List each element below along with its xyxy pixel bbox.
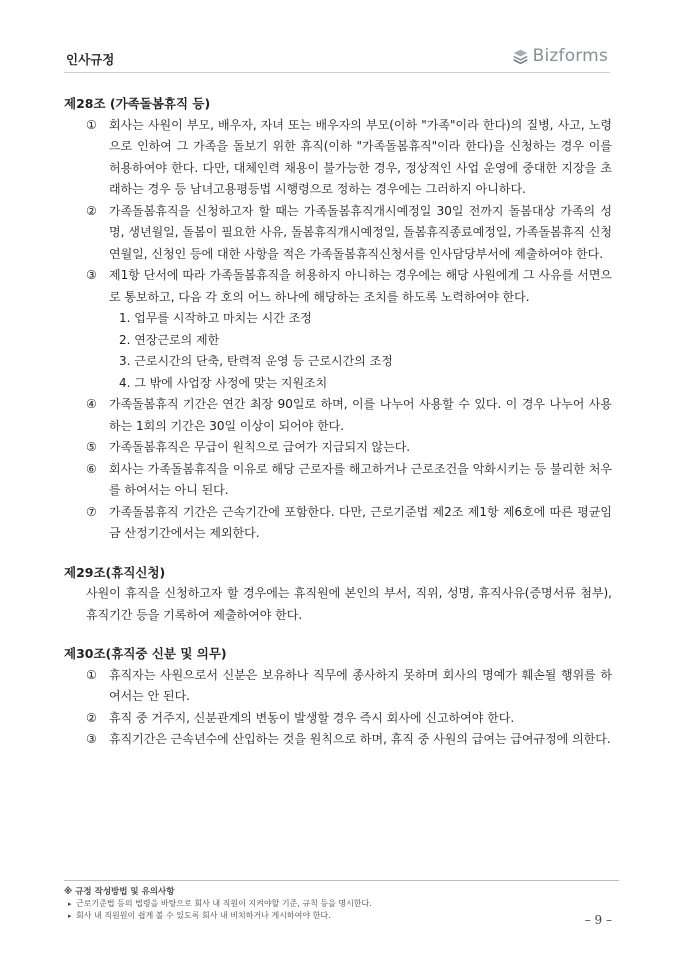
- page-header-title: 인사규정: [66, 52, 115, 67]
- clause-number: ⑦: [86, 504, 97, 519]
- page-number: – 9 –: [584, 913, 612, 927]
- sub-item: 1. 업무를 시작하고 마치는 시간 조정: [119, 311, 312, 325]
- clause-text: 회사는 가족돌봄휴직을 이유로 해당 근로자를 해고하거나 근로조건을 악화시키는 등 불리한 처우를 하여서는 아니 된다.: [109, 461, 612, 497]
- clause-number: ①: [86, 667, 97, 682]
- clause-number: ④: [86, 397, 97, 411]
- triangle-right-icon: ▸: [68, 900, 72, 908]
- clause-number: ①: [86, 117, 97, 132]
- bizforms-logo: [512, 46, 608, 66]
- clause-number: ⑥: [86, 461, 97, 476]
- clause: [64, 437, 612, 459]
- clause: [64, 115, 612, 201]
- clause-text: 제1항 단서에 따라 가족돌봄휴직을 허용하지 아니하는 경우에는 해당 사원에게 그 사유를 서면으로 통보하고, 다음 각 호의 어느 하나에 해당하는 조치를 하도록 노력하여야 한다.: [109, 268, 612, 304]
- clause: [64, 201, 612, 266]
- clause-text: 가족돌봄휴직 기간은 연간 최장 90일로 하며, 이를 나누어 사용할 수 있다. 이 경우 나누어 사용하는 1회의 기간은 30일 이상이 되어야 한다.: [109, 397, 612, 433]
- notes-title: ※ 규정 작성방법 및 유의사항: [64, 887, 175, 897]
- clause: [64, 394, 612, 437]
- footer-notes: [64, 880, 619, 922]
- article-28: [64, 93, 612, 545]
- article-title: 제29조(휴직신청): [64, 564, 166, 580]
- sub-item: 3. 근로시간의 단축, 탄력적 운영 등 근로시간의 조정: [119, 354, 393, 368]
- clause-text: 회사는 사원이 부모, 배우자, 자녀 또는 배우자의 부모(이하 "가족"이라 한다)의 질병, 사고, 노령으로 인하여 그 가족을 돌보기 위한 휴직(이하 "가족돌봄휴직"이라 한다)을 신청하는 경우 이를 허용하여야 한다. 다만, 대체인력 채용이 불가능한 경우, 정상적인 사업 운영에 중대한 지장을 초래하는 경우 등 남녀고용평등법 시행령으로 정하는 경우에는 그러하지 아니하다.: [109, 117, 612, 196]
- clause: [64, 502, 612, 545]
- clause: [64, 708, 612, 730]
- triangle-right-icon: ▸: [68, 912, 72, 920]
- article-paragraph: 사원이 휴직을 신청하고자 할 경우에는 휴직원에 본인의 부서, 직위, 성명, 휴직사유(증명서류 첨부), 휴직기간 등을 기록하여 제출하여야 한다.: [86, 586, 612, 622]
- clause: [64, 729, 612, 751]
- sub-item: 2. 연장근로의 제한: [119, 332, 220, 347]
- clause-text: 가족돌봄휴직 기간은 근속기간에 포함한다. 다만, 근로기준법 제2조 제1항 제6호에 따른 평균임금 산정기간에서는 제외한다.: [109, 504, 612, 540]
- clause-number: ②: [86, 710, 97, 725]
- clause-number: ③: [86, 732, 97, 746]
- clause-number: ⑤: [86, 440, 97, 454]
- clause-number: ③: [86, 268, 97, 282]
- note-text: 회사 내 직원원이 쉽게 볼 수 있도록 회사 내 비치하거나 게시하여야 한다.: [76, 911, 331, 920]
- note-item: [64, 910, 619, 922]
- clause: [64, 459, 612, 502]
- article-30: [64, 643, 612, 751]
- stacked-layers-icon: [512, 48, 529, 65]
- document-body: [64, 93, 612, 768]
- clause-text: 가족돌봄휴직을 신청하고자 할 때는 가족돌봄휴직개시예정일 30일 전까지 돌봄대상 가족의 성명, 생년월일, 돌봄이 필요한 사유, 돌봄휴직개시예정일, 돌봄휴직종료예정일, 가족돌봄휴직 신청연월일, 신청인 등에 대한 사항을 적은 가족돌봄휴직신청서를 인사담당부서에 제출하여야 한다.: [109, 203, 612, 261]
- article-29: [64, 562, 612, 627]
- note-item: [64, 898, 619, 910]
- header-divider: [64, 72, 610, 73]
- clause-text: 휴직기간은 근속년수에 산입하는 것을 원칙으로 하며, 휴직 중 사원의 급여는 급여규정에 의한다.: [109, 732, 611, 746]
- sub-item: 4. 그 밖에 사업장 사정에 맞는 지원조치: [119, 375, 328, 390]
- clause-number: ②: [86, 203, 97, 218]
- article-title: 제30조(휴직중 신분 및 의무): [64, 646, 227, 661]
- clause: [64, 665, 612, 708]
- logo-text: Bizforms: [532, 46, 608, 66]
- clause-text: 가족돌봄휴직은 무급이 원칙으로 급여가 지급되지 않는다.: [109, 440, 411, 454]
- clause: [64, 265, 612, 308]
- clause-text: 휴직 중 거주지, 신분관계의 변동이 발생할 경우 즉시 회사에 신고하여야 한다.: [109, 710, 515, 725]
- note-text: 근로기준법 등의 법령을 바탕으로 회사 내 직원이 지켜야할 기준, 규칙 등을 명시한다.: [76, 899, 372, 908]
- article-title: 제28조 (가족돌봄휴직 등): [64, 96, 211, 111]
- clause-text: 휴직자는 사원으로서 신분은 보유하나 직무에 종사하지 못하며 회사의 명예가 훼손될 행위를 하여서는 안 된다.: [109, 667, 612, 703]
